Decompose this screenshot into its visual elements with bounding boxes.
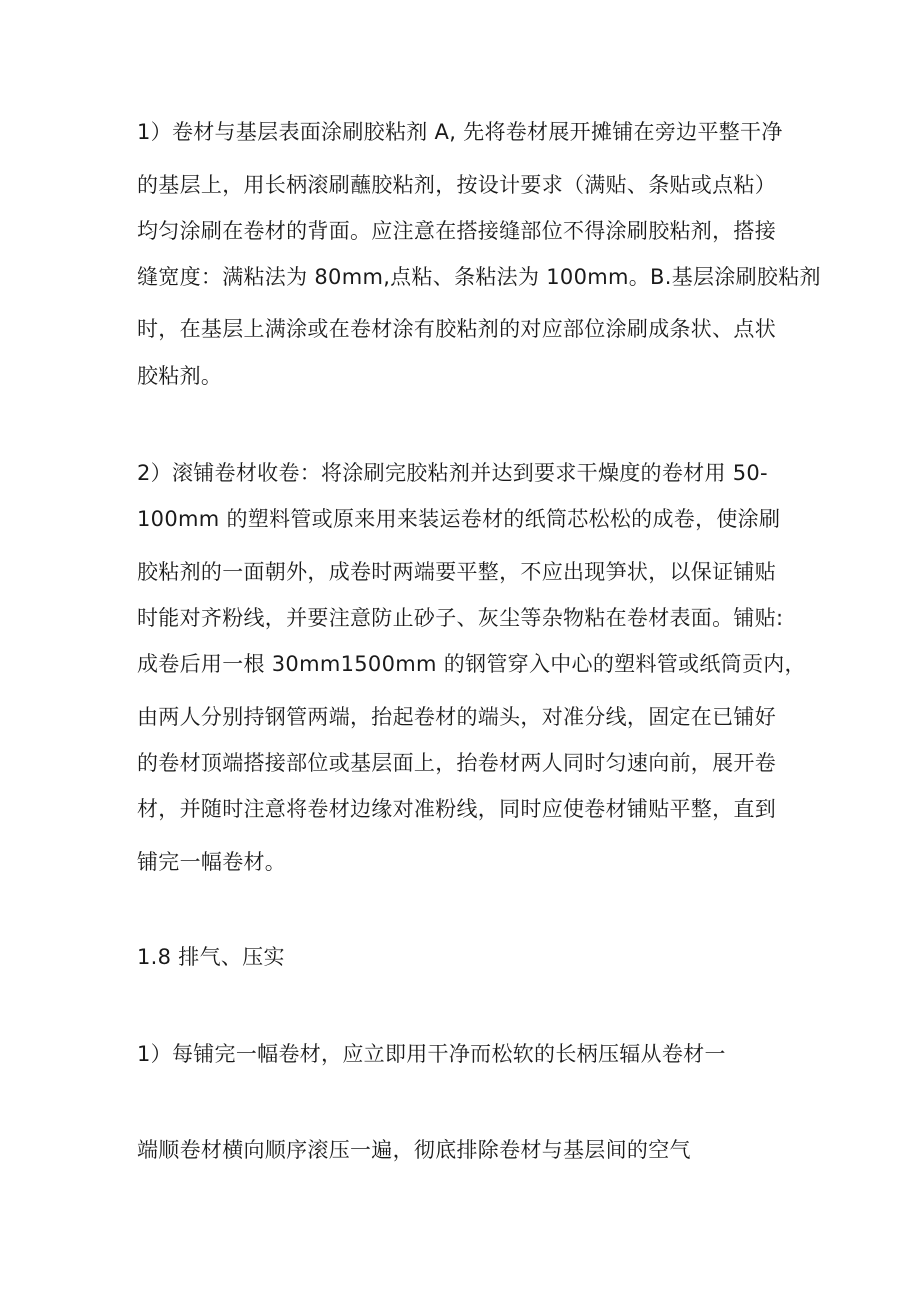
para3-line-2: 端顺卷材横向顺序滚压一遍，彻底排除卷材与基层间的空气 [137, 1138, 691, 1162]
para2-line-7: 的卷材顶端搭接部位或基层面上，抬卷材两人同时匀速向前，展开卷 [137, 751, 776, 775]
para2-line-4: 时能对齐粉线，并要注意防止砂子、灰尘等杂物粘在卷材表面。铺贴: [137, 606, 784, 630]
para2-line-5: 成卷后用一根 30mm1500mm 的钢管穿入中心的塑料管或纸筒贡内， [137, 652, 806, 676]
para2-line-9: 铺完一幅卷材。 [137, 850, 287, 874]
para1-line-1: 1）卷材与基层表面涂刷胶粘剂 A, 先将卷材展开摊铺在旁边平整干净 [137, 120, 783, 144]
para2-line-8: 材，并随时注意将卷材边缘对准粉线，同时应使卷材铺贴平整，直到 [137, 797, 776, 821]
para2-line-6: 由两人分别持钢管两端，抬起卷材的端头，对准分线，固定在已铺好 [137, 705, 776, 729]
para1-line-2: 的基层上，用长柄滚刷蘸胶粘剂，按设计要求（满贴、条贴或点粘） [137, 173, 776, 197]
para1-line-4: 缝宽度：满粘法为 80mm,点粘、条粘法为 100mm。B.基层涂刷胶粘剂 [137, 265, 821, 289]
para3-line-1: 1）每铺完一幅卷材，应立即用干净而松软的长柄压辐从卷材一 [137, 1042, 726, 1066]
para2-line-2: 100mm 的塑料管或原来用来装运卷材的纸筒芯松松的成卷，使涂刷 [137, 507, 781, 531]
para1-line-5: 时，在基层上满涂或在卷材涂有胶粘剂的对应部位涂刷成条状、点状 [137, 317, 776, 341]
para2-line-3: 胶粘剂的一面朝外，成卷时两端要平整，不应出现笋状，以保证铺贴 [137, 560, 776, 584]
para2-line-1: 2）滚铺卷材收卷：将涂刷完胶粘剂并达到要求干燥度的卷材用 50- [137, 461, 768, 485]
para1-line-3: 均匀涂刷在卷材的背面。应注意在搭接缝部位不得涂刷胶粘剂，搭接 [137, 219, 776, 243]
section-heading: 1.8 排气、压实 [137, 945, 285, 969]
para1-line-6: 胶粘剂。 [137, 364, 223, 388]
